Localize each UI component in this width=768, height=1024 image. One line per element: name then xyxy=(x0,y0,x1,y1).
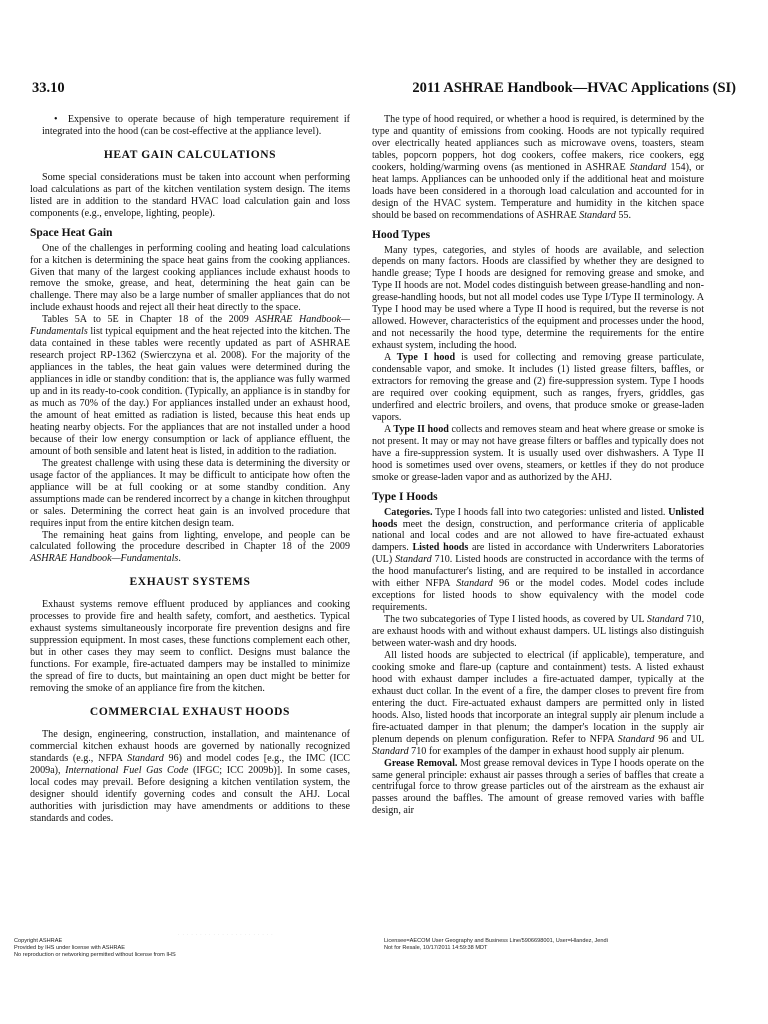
heading-heat-gain-calculations: HEAT GAIN CALCULATIONS xyxy=(103,148,277,161)
left-column xyxy=(30,114,350,825)
paragraph: A Type I hood is used for collecting and removing grease particulate, condensable vapor, and smoke. It includes (1) listed grease filters, baffles, or extractors for removing the grease and (2) fire-suppression system. Type I hoods are required over cooking equipment, such as ranges, fryers, griddles, gas underfired and electric broilers, and ovens, that produce smoke or grease-laden vapors. xyxy=(372,352,704,423)
paragraph: The remaining heat gains from lighting, envelope, and people can be calculated following the procedure described in Chapter 18 of the 2009 ASHRAE Handbook—Fundamentals. xyxy=(30,529,350,565)
heading-space-heat-gain: Space Heat Gain xyxy=(30,226,113,239)
paragraph: Grease Removal. Most grease removal devices in Type I hoods operate on the same general principle: exhaust air passes through a series of baffles that create a centrifugal force to throw grease particles out of the airstream as the exhaust air passes around the baffles. The amount of grease removed varies with baffle design, air xyxy=(372,757,704,817)
scan-artifact: · · · · · · · · · · · · · · · · · · · · · · xyxy=(178,932,274,937)
bullet-item: • Expensive to operate because of high temperature requirement if integrated into the hood (can be cost-effective at the appliance level). xyxy=(42,114,350,137)
footer-line: Copyright ASHRAE xyxy=(14,938,63,944)
paragraph: Tables 5A to 5E in Chapter 18 of the 2009 ASHRAE Handbook—Fundamentals list typical equipment and the heat rejected into the kitchen. The data contained in these tables were recently updated as part of ASHRAE research project RP-1362 (Swierczyna et al. 2008). For the majority of the appliances in the tables, the heat gain values were determined during the appliances in idle or standby condition: that is, the appliance was fully warmed up and in its ready-to-cook condition. (Typically, an appliance is in standby for as much as 70% of the day.) For appliances installed under an exhaust hood, the amount of heat emitted as radiation is listed, because this heat ends up heating nearby objects. For the appliances that are not installed under a hood because of their low energy consumption or lack of appliance effluent, the amount of both sensible and latent heat is listed, in addition to the radiation. xyxy=(30,314,350,457)
heading-hood-types: Hood Types xyxy=(372,228,431,241)
footer-line: Not for Resale, 10/17/2011 14:59:38 MDT xyxy=(384,945,488,951)
paragraph: The type of hood required, or whether a hood is required, is determined by the type and quantity of emissions from cooking. Hoods are not typically required over electrically heated appliances such as microwave ovens, toasters, steam tables, popcorn poppers, hot dog cookers, coffee makers, rice cookers, egg cookers, holding/warming ovens (as mentioned in ASHRAE Standard 154), or heat lamps. Appliances can be unhooded only if the additional heat and moisture loads have been considered in a thorough load calculation and accounted for in design of the HVAC system. Temperature and humidity in the kitchen space should be based on recommendations of ASHRAE Standard 55. xyxy=(372,114,704,221)
paragraph: The greatest challenge with using these data is determining the diversity or usage factor of the appliances. It may be difficult to anticipate how often the appliance will be at full cooking or at some standby condition. Any assumptions made can be rendered incorrect by a change in kitchen throughput or sales. Determining the correct heat gain is an involved procedure that requires input from the entire kitchen design team. xyxy=(30,457,350,529)
footer-line: No reproduction or networking permitted without license from IHS xyxy=(14,952,176,958)
paragraph: Exhaust systems remove effluent produced by appliances and cooking processes to provide fire and health safety, comfort, and aesthetics. Typical exhaust systems simultaneously incorporate fire prevention designs and fire suppression equipment. In most cases, these functions complement each other, but in other cases they may seem to conflict. Designs must balance the functions. For example, fire-actuated dampers may be installed to minimize the spread of fire to ducts, but maintaining an open duct might be better for removing the smoke of an appliance fire from the kitchen. xyxy=(30,599,350,694)
paragraph: A Type II hood collects and removes steam and heat where grease or smoke is not present. It may or may not have grease filters or baffles and typically does not have a fire-suppression system. It is usually used over dishwashers. A Type II hood is sometimes used over ovens, steamers, or kettles if they do not produce smoke or grease-laden vapor and as authorized by the AHJ. xyxy=(372,423,704,483)
footer-line: Provided by IHS under license with ASHRAE xyxy=(14,945,125,951)
running-title: 2011 ASHRAE Handbook—HVAC Applications (SI) xyxy=(412,80,736,96)
heading-type-i-hoods: Type I Hoods xyxy=(372,490,438,503)
paragraph: All listed hoods are subjected to electrical (if applicable), temperature, and cooking smoke and flare-up (capture and containment) tests. A listed exhaust hood with exhaust damper includes a fire-actuated damper, typically at the exhaust duct collar. In the event of a fire, the damper closes to prevent fire from entering the duct. Fire-actuated exhaust dampers are permitted only in listed hoods. Also, listed hoods that incorporate an integral supply air plenum include a fire-actuated damper in that plenum; the damper's location in the supply air plenum depends on plenum configuration. Refer to NFPA Standard 96 and UL Standard 710 for examples of the damper in exhaust hood supply air plenum. xyxy=(372,649,704,757)
paragraph: Many types, categories, and styles of hoods are available, and selection depends on many factors. Hoods are classified by whether they are designed to handle grease; Type I hoods are designed for removing grease and smoke, and Type II hoods are not. Model codes distinguish between grease-handling and non-grease-handling hoods, but not all model codes use Type I/Type II terminology. A Type I hood may be used where a Type II hood is required, but the reverse is not allowed. However, characteristics of the equipment and processes under the hood, and not necessarily the hood type, determine the requirements for the entire exhaust system, including the hood. xyxy=(372,244,704,352)
page-number: 33.10 xyxy=(32,80,65,96)
paragraph: Categories. Type I hoods fall into two categories: unlisted and listed. Unlisted hoods meet the design, construction, and performance criteria of applicable national and local codes and are not allowed to have fire-actuated exhaust dampers. Listed hoods are listed in accordance with Underwriters Laboratories (UL) Standard 710. Listed hoods are constructed in accordance with the terms of the hood manufacturer's listing, and are required to be installed in accordance with either NFPA Standard 96 or the model codes. Model codes include exceptions for listed hoods to show equivalency with the model code requirements. xyxy=(372,506,704,614)
page-header xyxy=(32,80,736,102)
paragraph: Some special considerations must be taken into account when performing load calculations as part of the kitchen ventilation system design. The items listed are in addition to the standard HVAC load calculation gain and loss components (e.g., envelope, lighting, people). xyxy=(30,171,350,219)
paragraph: The two subcategories of Type I listed hoods, as covered by UL Standard 710, are exhaust hoods with and without exhaust dampers. UL listings also distinguish between water-wash and dry hoods. xyxy=(372,614,705,650)
heading-exhaust-systems: EXHAUST SYSTEMS xyxy=(129,576,251,589)
heading-commercial-exhaust-hoods: COMMERCIAL EXHAUST HOODS xyxy=(89,705,291,718)
paragraph: The design, engineering, construction, installation, and maintenance of commercial kitchen exhaust hoods are governed by nationally recognized standards (e.g., NFPA Standard 96) and model codes [e.g., the IMC (ICC 2009a), International Fuel Gas Code (IFGC; ICC 2009b)]. In some cases, local codes may prevail. Before designing a kitchen ventilation system, the designer should identify governing codes and consult the AHJ. Local authorities with jurisdiction may have amendments or additions to these standards and codes. xyxy=(30,728,351,824)
right-column xyxy=(372,114,704,817)
footer-license xyxy=(384,938,608,952)
footer-line: Licensee=AECOM User Geography and Business Line/5906698001, User=Hlandez, Jendi xyxy=(384,938,608,944)
footer-copyright xyxy=(14,938,176,959)
paragraph: One of the challenges in performing cooling and heating load calculations for a kitchen is determining the space heat gains from the cooking appliances. Given that many of the largest cooking appliances include exhaust hoods to remove the smoke, grease, and heat, determining the heat gain can be challenge. There may also be a large number of smaller appliances that do not include exhaust hoods and reject all their heat directly to the space. xyxy=(30,242,350,314)
